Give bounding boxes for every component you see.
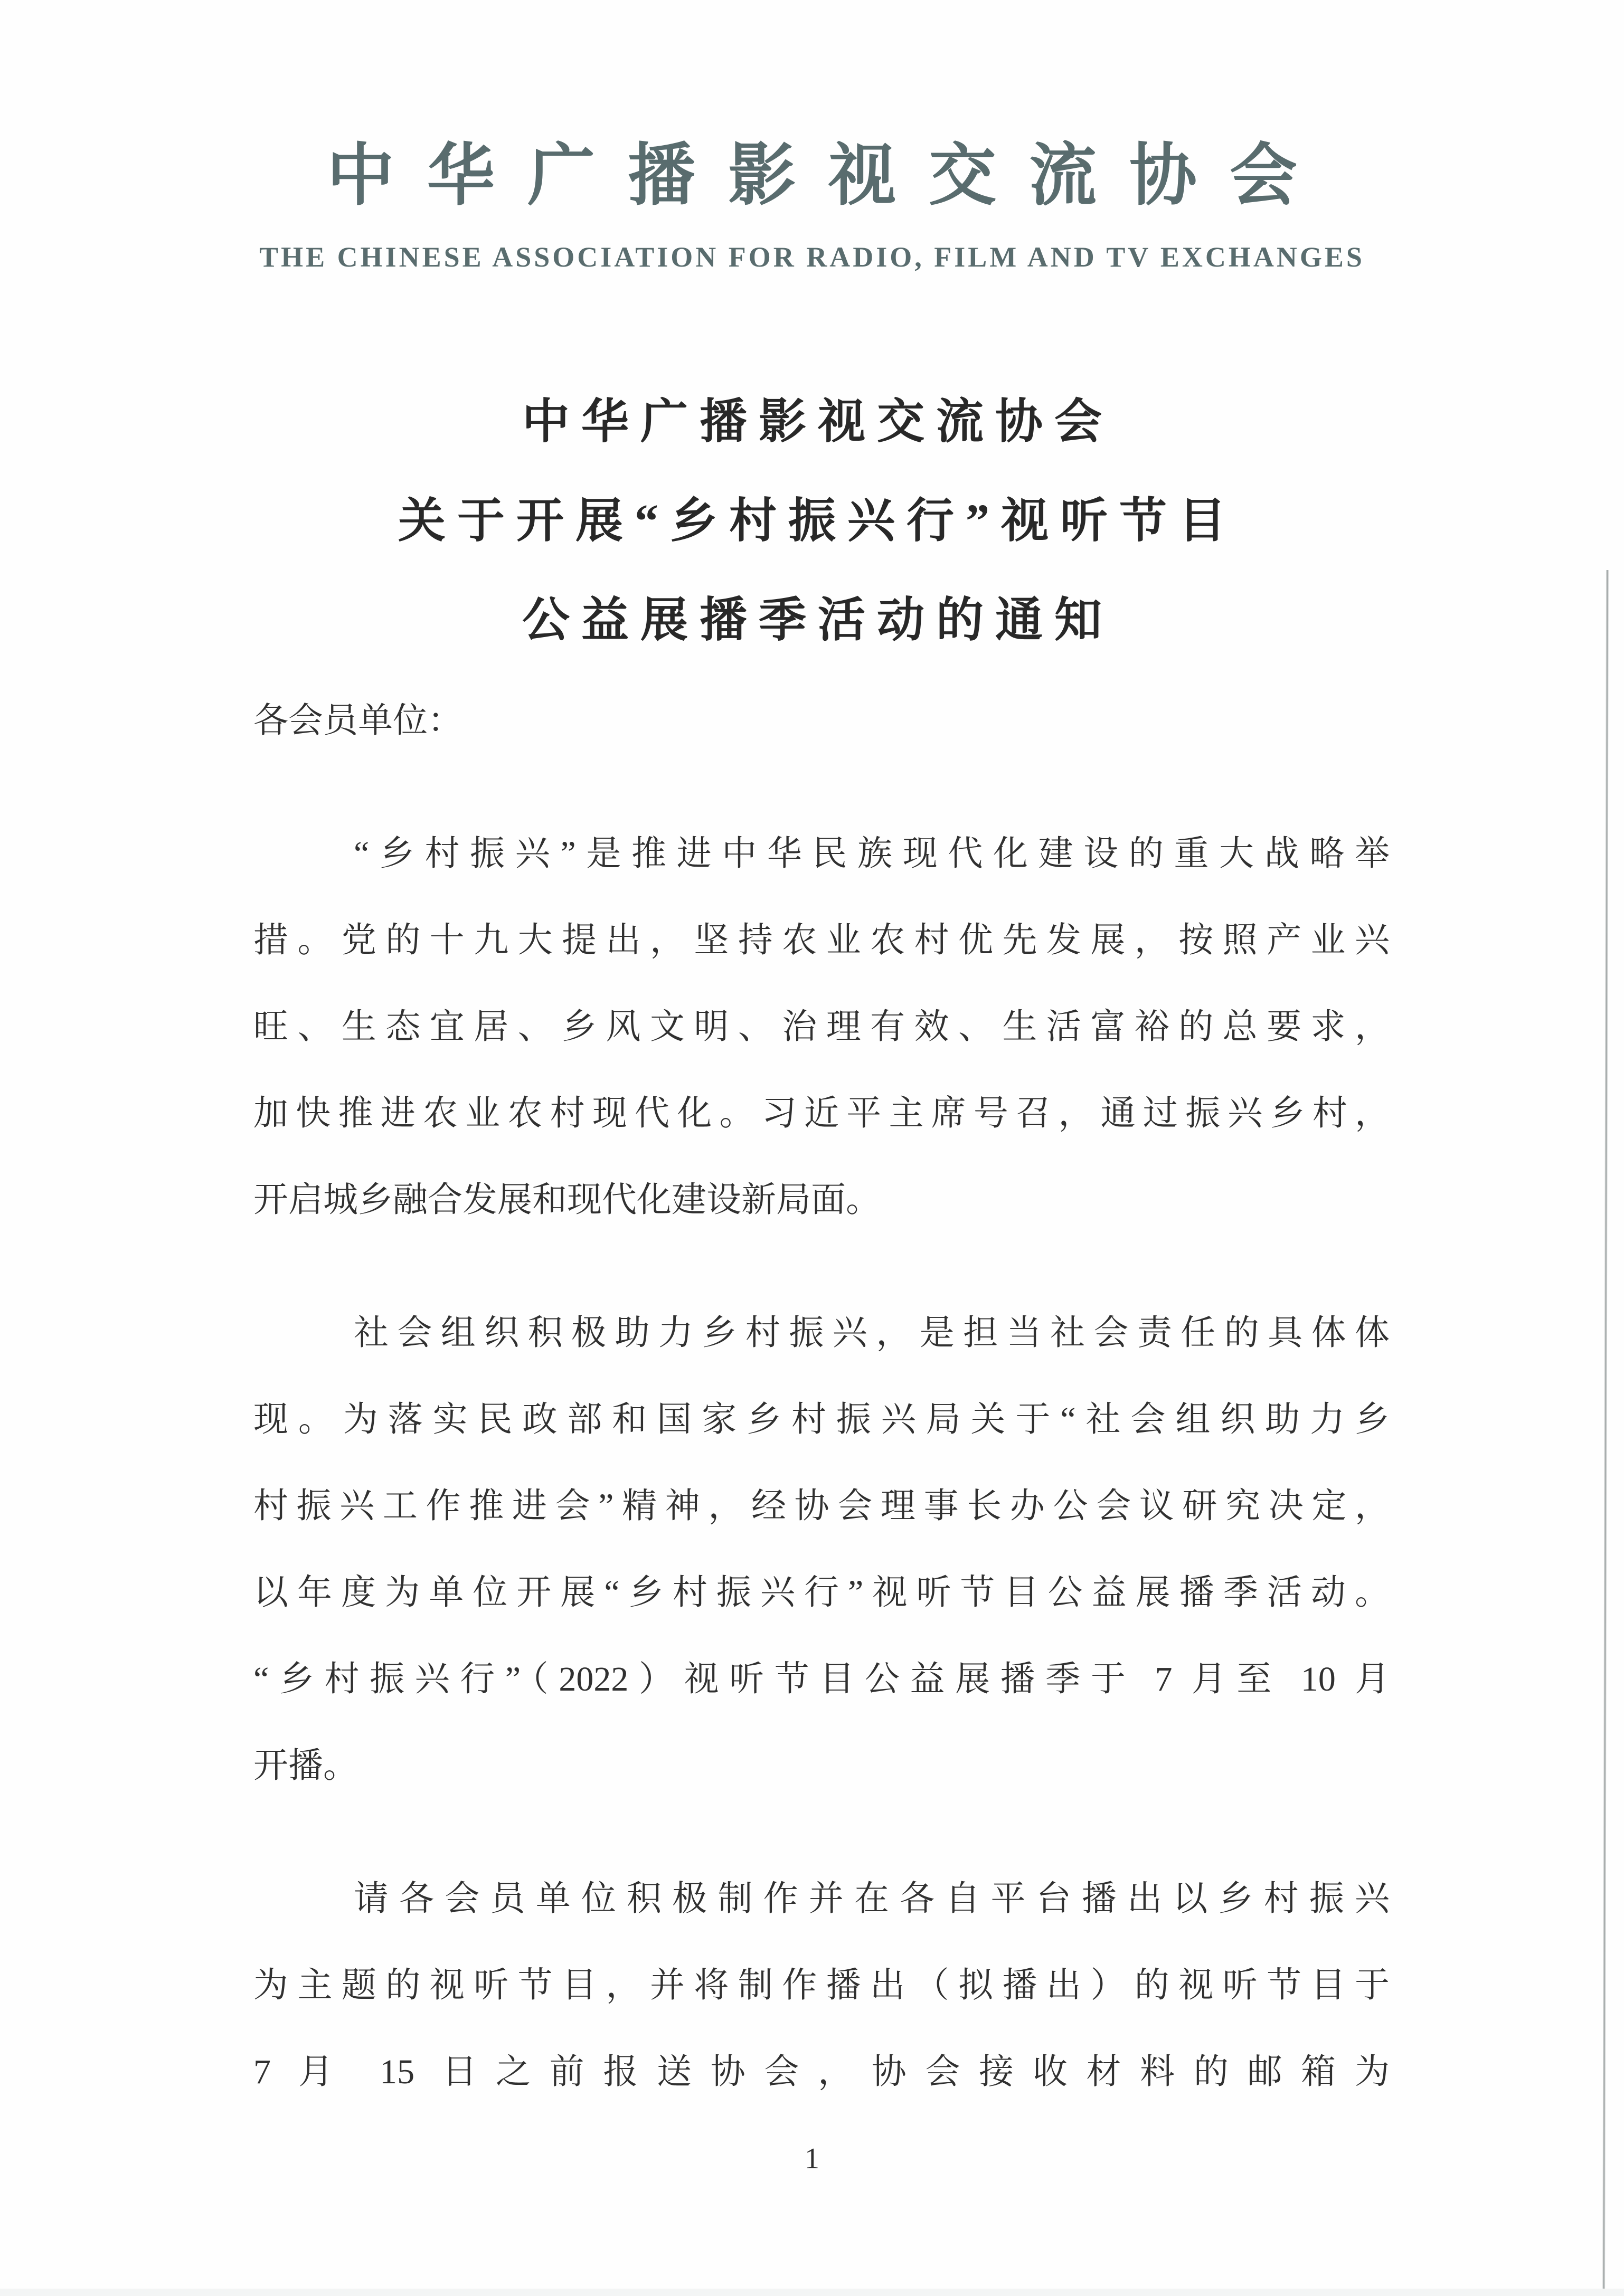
body-line: 请各会员单位积极制作并在各自平台播出以乡村振兴 (354, 1880, 1390, 1918)
body-line: 旺、生态宜居、乡风文明、治理有效、生活富裕的总要求， (253, 1008, 1390, 1046)
scan-fold-line (1602, 570, 1609, 2296)
document-title (0, 373, 1624, 670)
body-line: 7 月 15 日之前报送协会，协会接收材料的邮箱为 (253, 2053, 1390, 2091)
page-number: 1 (805, 2142, 819, 2175)
body-line: 以年度为单位开展“乡村振兴行”视听节目公益展播季活动。 (253, 1573, 1390, 1612)
paragraph (253, 1290, 1390, 1809)
body-line: 村振兴工作推进会”精神，经协会理事长办公会议研究决定， (253, 1487, 1390, 1525)
body-line: 开启城乡融合发展和现代化建设新局面。 (253, 1181, 881, 1219)
paragraph (253, 811, 1390, 1244)
letterhead-org-name-en: THE CHINESE ASSOCIATION FOR RADIO, FILM AND TV EXCHANGES (259, 241, 1365, 273)
body-line: “乡村振兴行”（2022）视听节目公益展播季于 7 月至 10 月 (253, 1660, 1390, 1699)
document-title-line: 关于开展“乡村振兴行”视听节目 (398, 495, 1238, 547)
letterhead-org-name-cn: 中华广播影视交流协会 (326, 138, 1330, 213)
body-line: 现。为落实民政部和国家乡村振兴局关于“社会组织助力乡 (253, 1400, 1390, 1439)
body-line: 为主题的视听节目，并将制作播出（拟播出）的视听节目于 (253, 1966, 1390, 2005)
salutation: 各会员单位： (253, 701, 462, 740)
paragraph (253, 1856, 1390, 2115)
document-title-line: 中华广播影视交流协会 (522, 396, 1113, 448)
body-line: “乡村振兴”是推进中华民族现代化建设的重大战略举 (354, 834, 1390, 873)
scan-bottom-edge (0, 2289, 1624, 2296)
paragraphs-container (253, 811, 1390, 2115)
body-line: 加快推进农业农村现代化。习近平主席号召，通过振兴乡村， (253, 1094, 1390, 1133)
document-title-line: 公益展播季活动的通知 (522, 594, 1113, 647)
body-line: 开播。 (253, 1747, 358, 1785)
body-line: 社会组织积极助力乡村振兴，是担当社会责任的具体体 (354, 1314, 1390, 1352)
notice-body (253, 678, 1390, 2115)
body-line: 措。党的十九大提出，坚持农业农村优先发展，按照产业兴 (253, 921, 1390, 960)
